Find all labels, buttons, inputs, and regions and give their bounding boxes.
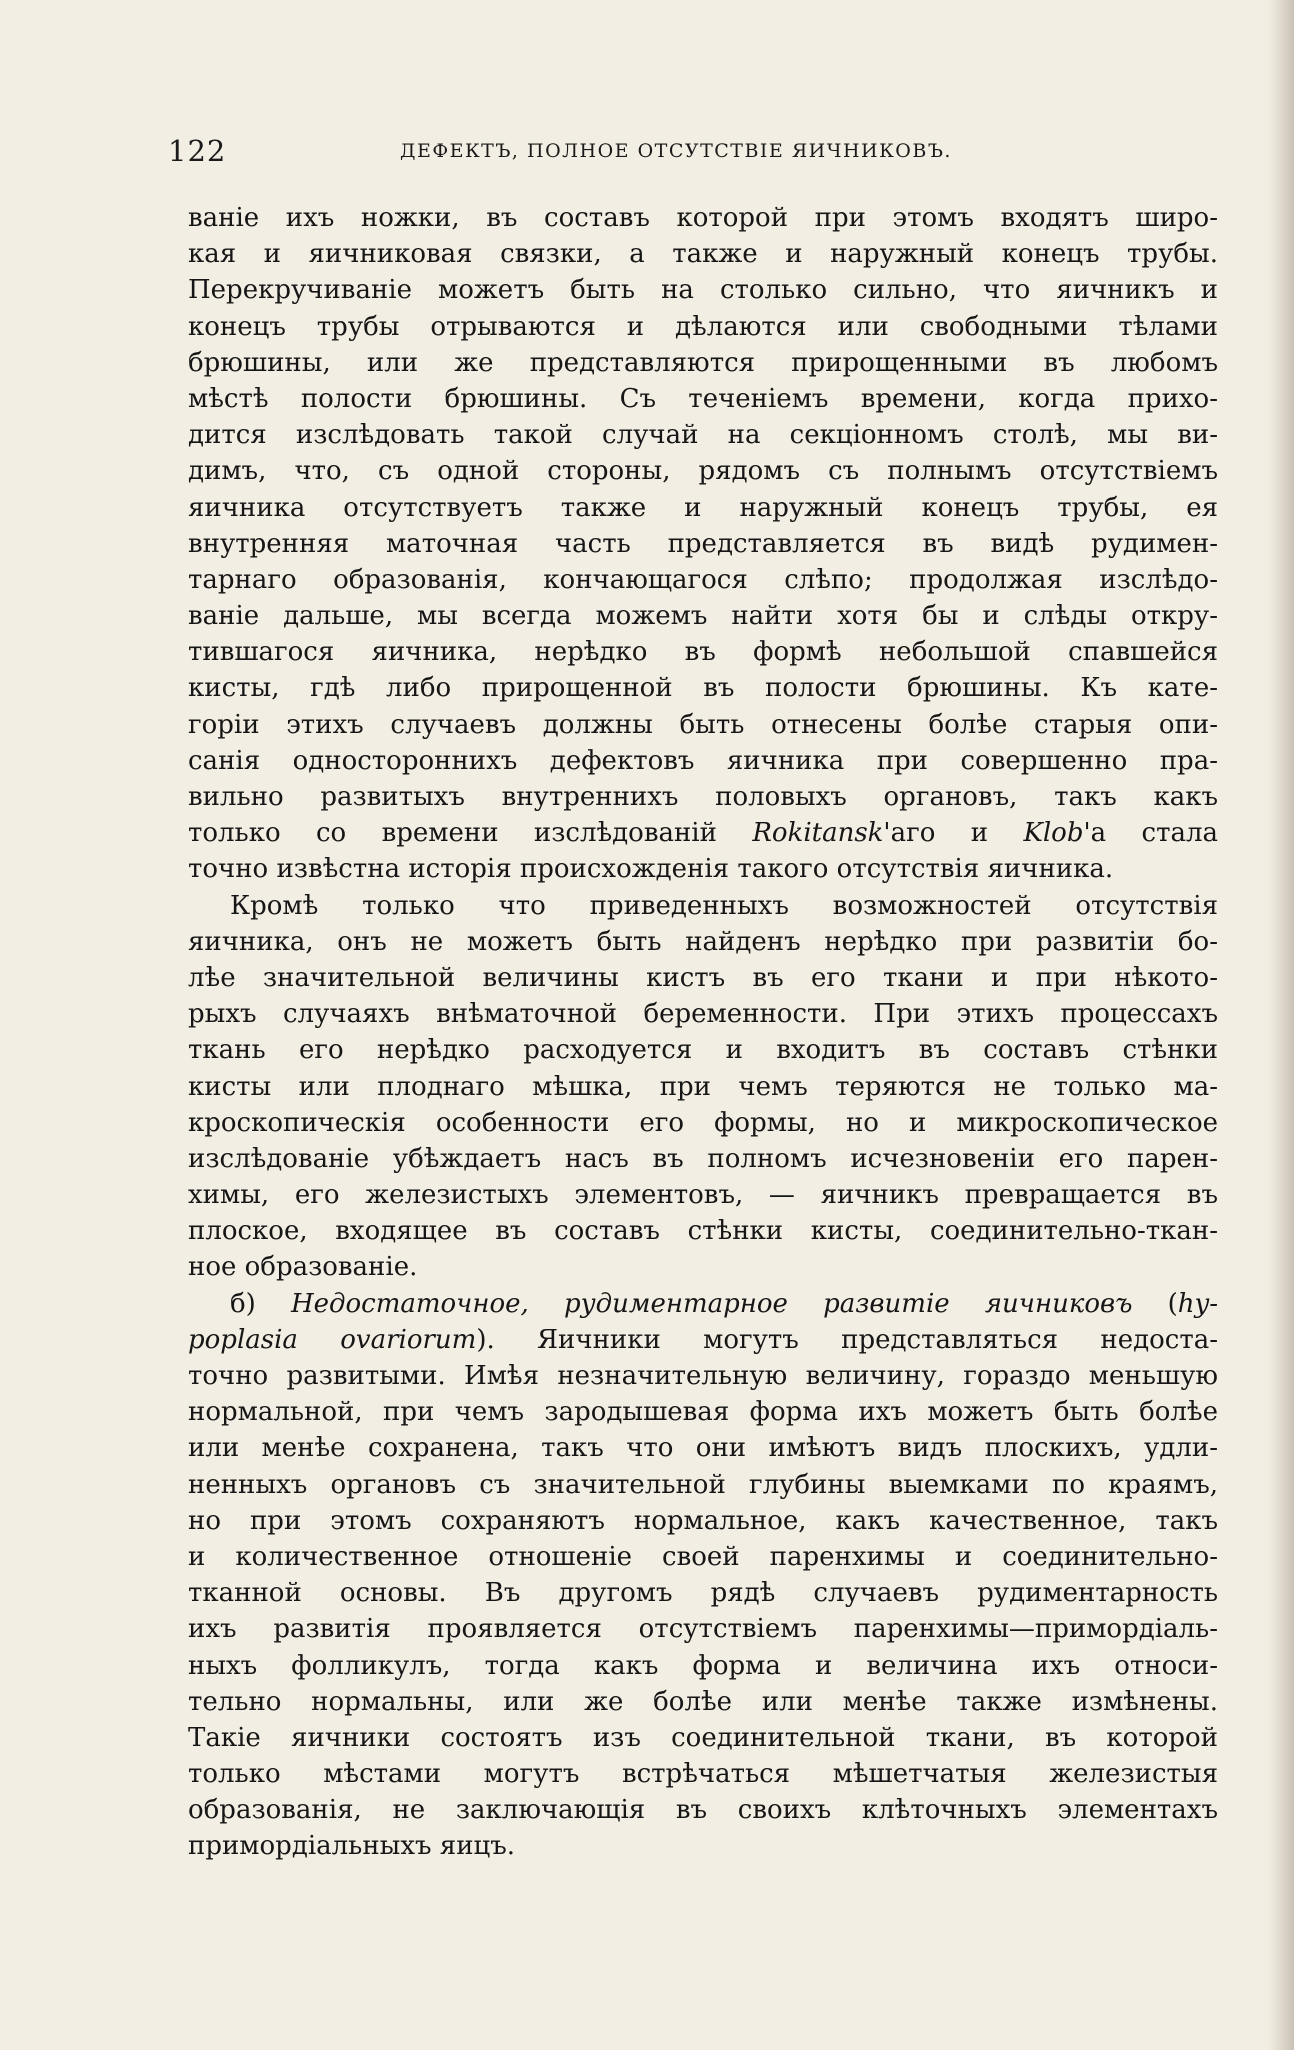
text-line-latin — [188, 1322, 1218, 1358]
latin-term-part: poplasia ovariorum — [188, 1324, 477, 1355]
text-segment: ( — [1132, 1288, 1178, 1319]
text-line: ихъ развитія проявляется отсутствіемъ паренхимы—примордіаль- — [188, 1614, 1218, 1645]
text-line: плоское, входящее въ составъ стѣнки кисты, соединительно-ткан- — [188, 1216, 1218, 1247]
text-line: кроскопическія особенности его формы, но и микроскопическое — [188, 1107, 1218, 1138]
text-segment: только со времени изслѣдованій — [188, 818, 753, 849]
text-line: димъ, что, съ одной стороны, рядомъ съ полнымъ отсутствіемъ — [188, 456, 1218, 487]
text-line: кисты, гдѣ либо прирощенной въ полости брюшины. Къ кате- — [188, 673, 1218, 704]
text-line: химы, его железистыхъ элементовъ, — яичникъ превращается въ — [188, 1180, 1218, 1211]
body-text — [188, 200, 1218, 1865]
author-name-rokitansky: Rokitansk — [752, 818, 884, 849]
text-line: ненныхъ органовъ съ значительной глубины выемками по краямъ, — [188, 1469, 1218, 1500]
text-line: ткань его нерѣдко расходуется и входитъ въ составъ стѣнки — [188, 1035, 1218, 1066]
text-line: ваніе ихъ ножки, въ составъ которой при этомъ входятъ широ- — [188, 203, 1218, 233]
text-line: кая и яичниковая связки, а также и наружный конецъ трубы. — [188, 239, 1218, 270]
paragraph-start-line: Кромѣ только что приведенныхъ возможностей отсутствія — [230, 890, 1218, 921]
text-line: тившагося яичника, нерѣдко въ формѣ небольшой спавшейся — [188, 637, 1218, 668]
text-segment: 'a стала — [1083, 818, 1218, 849]
text-segment: ). Яичники могутъ представляться недоста- — [476, 1324, 1218, 1355]
running-title: ДЕФЕКТЪ, ПОЛНОЕ ОТСУТСТВІЕ ЯИЧНИКОВЪ. — [400, 140, 952, 162]
text-line: конецъ трубы отрываются и дѣлаются или свободными тѣлами — [188, 311, 1218, 342]
text-line: тканной основы. Въ другомъ рядѣ случаевъ рудиментарность — [188, 1578, 1218, 1609]
text-segment: 'аго и — [883, 818, 1024, 849]
text-line: точно извѣстна исторія происхожденія такого отсутствія яичника. — [188, 854, 1114, 885]
text-line: ное образованіе. — [188, 1252, 418, 1283]
page-edge-shadow — [1268, 0, 1294, 2050]
text-line: нормальной, при чемъ зародышевая форма ихъ можетъ быть болѣе — [188, 1397, 1218, 1428]
text-line: санія одностороннихъ дефектовъ яичника при совершенно пра- — [188, 745, 1218, 776]
text-line: вильно развитыхъ внутреннихъ половыхъ органовъ, такъ какъ — [188, 782, 1218, 812]
text-line: тарнаго образованія, кончающагося слѣпо; продолжая изслѣдо- — [188, 564, 1218, 595]
text-line: яичника отсутствуетъ также и наружный конецъ трубы, ея — [188, 492, 1218, 523]
text-line: но при этомъ сохраняютъ нормальное, какъ качественное, такъ — [188, 1505, 1218, 1536]
text-line: мѣстѣ полости брюшины. Съ теченіемъ времени, когда прихо- — [188, 383, 1218, 414]
text-line: кисты или плоднаго мѣшка, при чемъ теряются не только ма- — [188, 1071, 1218, 1102]
section-heading-italic: Недостаточное, рудиментарное развитіе яичниковъ — [290, 1288, 1133, 1319]
text-line: дится изслѣдовать такой случай на секціонномъ столѣ, мы ви- — [188, 420, 1218, 451]
text-line: точно развитыми. Имѣя незначительную величину, гораздо меньшую — [188, 1361, 1218, 1391]
section-heading-line — [188, 1286, 1218, 1322]
text-line: рыхъ случаяхъ внѣматочной беременности. При этихъ процессахъ — [188, 999, 1218, 1030]
text-line: образованія, не заключающія въ своихъ клѣточныхъ элементахъ — [188, 1795, 1218, 1826]
latin-term-part: hy- — [1177, 1288, 1218, 1319]
text-line-citation — [188, 815, 1218, 851]
text-line: только мѣстами могутъ встрѣчаться мѣшетчатыя железистыя — [188, 1759, 1218, 1790]
text-line: изслѣдованіе убѣждаетъ насъ въ полномъ исчезновеніи его парен- — [188, 1143, 1218, 1174]
text-line: внутренняя маточная часть представляется въ видѣ рудимен- — [188, 528, 1218, 559]
text-line: ныхъ фолликулъ, тогда какъ форма и величина ихъ относи- — [188, 1650, 1218, 1681]
text-line: яичника, онъ не можетъ быть найденъ нерѣдко при развитіи бо- — [188, 926, 1218, 957]
text-line: тельно нормальны, или же болѣе или менѣе также измѣнены. — [188, 1686, 1218, 1717]
text-line: Такіе яичники состоятъ изъ соединительной ткани, въ которой — [188, 1722, 1218, 1753]
text-line: примордіальныхъ яицъ. — [188, 1831, 516, 1862]
text-line: лѣе значительной величины кистъ въ его ткани и при нѣкото- — [188, 962, 1218, 993]
text-line: Перекручиваніе можетъ быть на столько сильно, что яичникъ и — [188, 275, 1218, 306]
text-line: и количественное отношеніе своей паренхимы и соединительно- — [188, 1541, 1218, 1572]
text-line: брюшины, или же представляются прирощенными въ любомъ — [188, 347, 1218, 378]
running-header — [168, 134, 1168, 170]
author-name-klob: Klob — [1023, 818, 1084, 849]
text-line: или менѣе сохранена, такъ что они имѣютъ видъ плоскихъ, удли- — [188, 1433, 1218, 1464]
page-number: 122 — [168, 134, 227, 168]
text-line: ваніе дальше, мы всегда можемъ найти хотя бы и слѣды откру- — [188, 601, 1218, 632]
text-segment: б) — [230, 1288, 291, 1319]
text-line: горіи этихъ случаевъ должны быть отнесены болѣе старыя опи- — [188, 709, 1218, 740]
